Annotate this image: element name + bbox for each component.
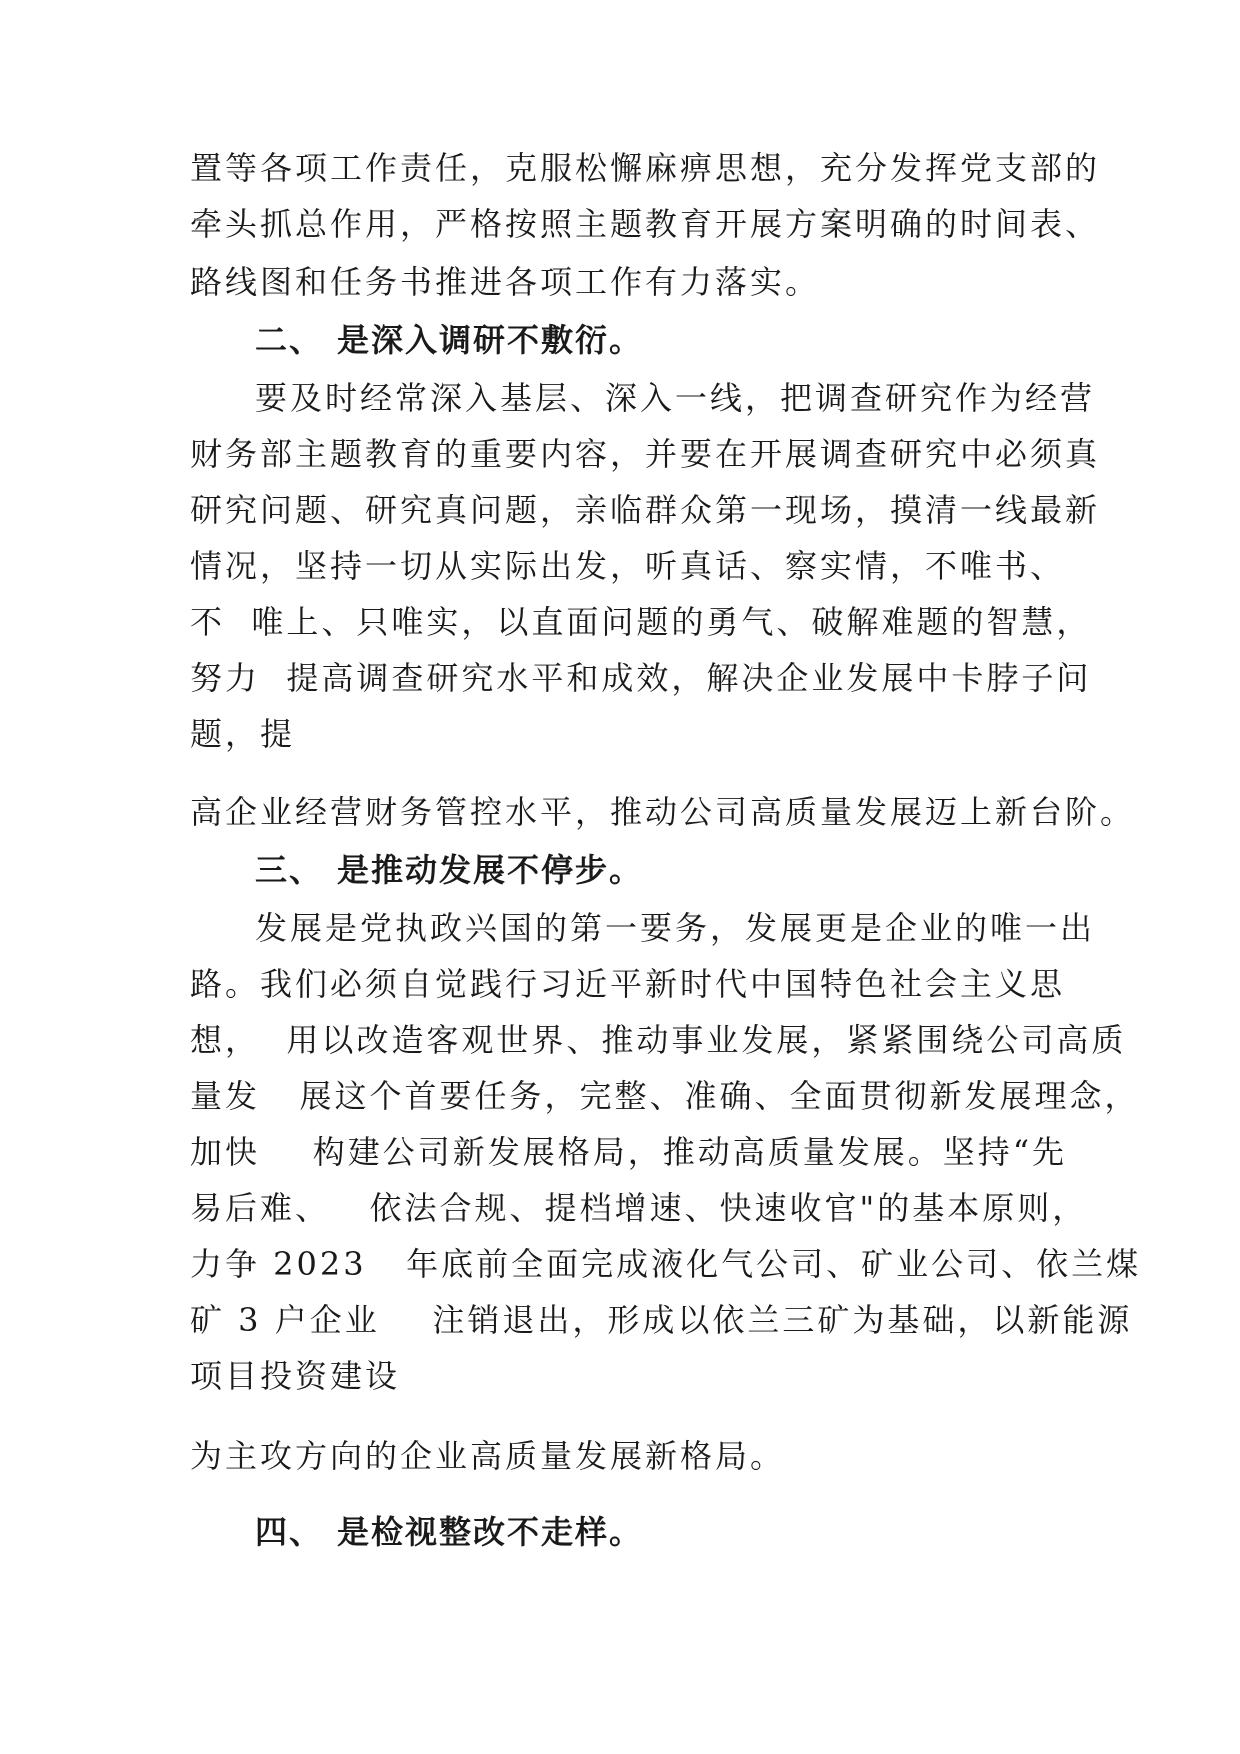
section-heading-3 xyxy=(255,850,643,890)
text-line: 加快 构建公司新发展格局，推动高质量发展。坚持“先 xyxy=(190,1133,1068,1171)
text-line: 为主攻方向的企业高质量发展新格局。 xyxy=(190,1437,786,1475)
section-number: 二、 xyxy=(255,321,324,359)
section-title: 是深入调研不敷衍。 xyxy=(337,321,644,359)
text-line: 路线图和任务书推进各项工作有力落实。 xyxy=(190,263,821,301)
section-title: 是检视整改不走样。 xyxy=(337,1513,644,1551)
section-title: 是推动发展不停步。 xyxy=(337,851,644,889)
text-line: 想， 用以改造客观世界、推动事业发展，紧紧围绕公司高质 xyxy=(190,1021,1127,1059)
text-line: 发展是党执政兴国的第一要务，发展更是企业的唯一出 xyxy=(255,909,1096,947)
text-line: 题，提 xyxy=(190,715,296,753)
text-line: 项目投资建设 xyxy=(190,1357,401,1395)
section-heading-2 xyxy=(255,320,643,360)
text-line: 财务部主题教育的重要内容，并要在开展调查研究中必须真 xyxy=(190,435,1101,473)
section-heading-4 xyxy=(255,1512,643,1552)
text-line: 研究问题、研究真问题，亲临群众第一现场，摸清一线最新 xyxy=(190,491,1101,529)
text-line: 量发 展这个首要任务，完整、准确、全面贯彻新发展理念， xyxy=(190,1077,1140,1115)
text-line: 路。我们必须自觉践行习近平新时代中国特色社会主义思 xyxy=(190,965,1066,1003)
section-number: 四、 xyxy=(255,1513,324,1551)
section-number: 三、 xyxy=(255,851,324,889)
text-line: 情况，坚持一切从实际出发，听真话、察实情，不唯书、 xyxy=(190,547,1066,585)
text-line: 努力 提高调查研究水平和成效，解决企业发展中卡脖子问 xyxy=(190,659,1092,697)
text-line: 力争 2023 年底前全面完成液化气公司、矿业公司、依兰煤 xyxy=(190,1245,1142,1283)
text-line: 不 唯上、只唯实，以直面问题的勇气、破解难题的智慧， xyxy=(190,603,1092,641)
text-line: 要及时经常深入基层、深入一线，把调查研究作为经营 xyxy=(255,379,1096,417)
text-line: 易后难、 依法合规、提档增速、快速收官"的基本原则， xyxy=(190,1189,1088,1227)
text-line: 置等各项工作责任，克服松懈麻痹思想，充分发挥党支部的 xyxy=(190,149,1101,187)
text-line: 矿 3 户企业 注销退出，形成以依兰三矿为基础，以新能源 xyxy=(190,1301,1133,1339)
text-line: 高企业经营财务管控水平，推动公司高质量发展迈上新台阶。 xyxy=(190,793,1136,831)
text-line: 牵头抓总作用，严格按照主题教育开展方案明确的时间表、 xyxy=(190,205,1101,243)
